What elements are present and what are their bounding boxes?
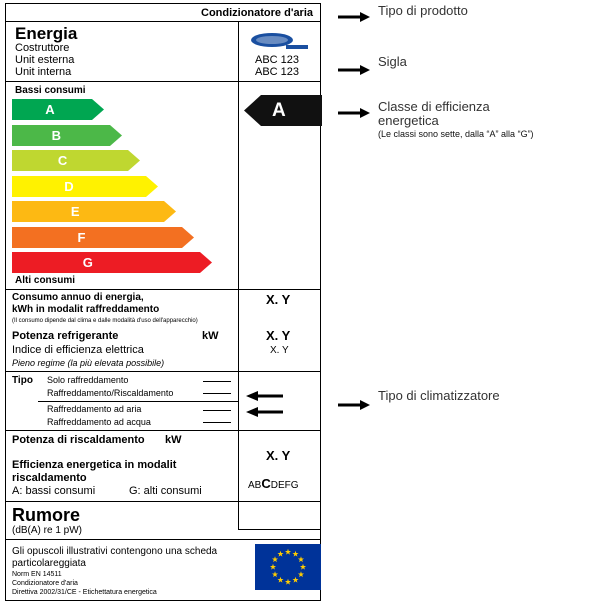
heating-power-value: X. Y <box>266 448 291 463</box>
noise-title: Rumore <box>12 505 81 525</box>
heating-class-c: C <box>261 476 271 491</box>
efficiency-class-bar-a <box>12 99 104 120</box>
annotation-product-type: Tipo di prodotto <box>378 3 468 18</box>
heating-class-e: E <box>277 480 285 491</box>
divider <box>238 529 321 530</box>
heating-power-unit: kW <box>165 434 182 446</box>
arrow-right-icon <box>338 105 370 115</box>
annual-consumption-note: (Il consumo dipende dal clima e dalle modalità d'uso dell'apparecchio) <box>12 318 198 324</box>
brand-logo <box>250 31 310 53</box>
cooling-power-value: X. Y <box>266 328 291 343</box>
efficiency-index-label: Indice di efficienza elettrica <box>12 344 144 356</box>
high-consumption-label: Alti consumi <box>15 275 76 286</box>
current-class-letter: A <box>272 100 286 121</box>
eu-flag-icon <box>255 544 321 590</box>
current-class-indicator <box>244 95 322 126</box>
footer-line-2: particolareggiata <box>12 558 86 569</box>
arrow-left-icon <box>246 388 283 398</box>
efficiency-class-letter: E <box>70 204 80 219</box>
noise-unit: (dB(A) re 1 pW) <box>12 525 83 536</box>
heating-power-label: Potenza di riscaldamento <box>12 434 145 446</box>
unit-indoor-label: Unit interna <box>15 66 72 78</box>
annual-consumption-label-2: kWh in modalit raffreddamento <box>12 304 160 315</box>
footer-directive: Direttiva 2002/31/CE - Etichettatura energetica <box>12 589 157 596</box>
divider <box>38 401 238 402</box>
footer-norm: Norm EN 14511 <box>12 571 62 578</box>
arrow-right-icon <box>338 397 370 407</box>
type-option-air-cooled: Raffreddamento ad aria <box>47 404 142 414</box>
checkbox-line <box>203 393 231 394</box>
annual-consumption-label: Consumo annuo di energia, <box>12 292 144 303</box>
label-header: Condizionatore d'aria <box>201 7 314 19</box>
heating-scale-low: A: bassi consumi <box>12 485 96 497</box>
divider <box>5 81 321 82</box>
divider <box>5 21 321 22</box>
checkbox-line <box>203 422 231 423</box>
heating-efficiency-classes <box>248 475 299 489</box>
cooling-power-unit: kW <box>202 330 219 342</box>
efficiency-class-bar-d <box>12 176 158 197</box>
heating-scale-high: G: alti consumi <box>129 485 202 497</box>
divider <box>5 430 321 431</box>
heating-efficiency-label: Efficienza energetica in modalit <box>12 459 177 471</box>
checkbox-line <box>203 410 231 411</box>
efficiency-class-letter: D <box>64 179 74 194</box>
heating-class-f: F <box>284 480 291 491</box>
efficiency-class-letter: G <box>82 255 93 270</box>
annotation-efficiency-note: (Le classi sono sette, dalla “A” alla “G”) <box>378 129 534 139</box>
arrow-right-icon <box>338 62 370 72</box>
divider <box>5 289 321 290</box>
heating-class-g: G <box>290 480 299 491</box>
annual-consumption-value: X. Y <box>266 292 291 307</box>
efficiency-class-letter: F <box>77 230 86 245</box>
annotation-efficiency-class: Classe di efficienza <box>378 99 490 114</box>
annotation-model-code: Sigla <box>378 54 407 69</box>
unit-outdoor-value: ABC 123 <box>255 54 300 66</box>
type-option-cooling-only: Solo raffreddamento <box>47 375 129 385</box>
divider <box>5 371 321 372</box>
efficiency-class-letter: B <box>51 128 61 143</box>
arrow-left-icon <box>246 404 283 414</box>
type-option-water-cooled: Raffreddamento ad acqua <box>47 417 151 427</box>
divider <box>5 501 321 502</box>
heating-class-b: B <box>254 480 262 491</box>
arrow-right-icon <box>338 9 370 19</box>
unit-indoor-value: ABC 123 <box>255 66 300 78</box>
efficiency-class-letter: C <box>57 153 68 168</box>
heating-class-a: A <box>248 480 255 491</box>
footer-line-1: Gli opuscoli illustrativi contengono una scheda <box>12 546 218 557</box>
annotation-conditioner-type: Tipo di climatizzatore <box>378 388 500 403</box>
energy-title: Energia <box>15 24 78 43</box>
efficiency-class-bar-b <box>12 125 122 146</box>
efficiency-class-letter: A <box>45 102 55 117</box>
column-divider <box>238 21 239 529</box>
efficiency-index-value: X. Y <box>270 345 289 356</box>
efficiency-index-note: Pieno regime (la più elevata possibile) <box>12 358 165 368</box>
footer-product: Condizionatore d'aria <box>12 580 78 587</box>
producer-label: Costruttore <box>15 42 70 54</box>
annotation-efficiency-class-2: energetica <box>378 113 439 128</box>
type-option-cooling-heating: Raffreddamento/Riscaldamento <box>47 388 174 398</box>
heating-efficiency-label-2: riscaldamento <box>12 472 87 484</box>
unit-outdoor-label: Unit esterna <box>15 54 75 66</box>
efficiency-class-bar-e <box>12 201 176 222</box>
type-label: Tipo <box>12 375 33 386</box>
checkbox-line <box>203 381 231 382</box>
heating-class-d: D <box>270 480 278 491</box>
divider <box>5 539 321 540</box>
cooling-power-label: Potenza refrigerante <box>12 330 119 342</box>
efficiency-class-bar-g <box>12 252 212 273</box>
efficiency-class-bar-f <box>12 227 194 248</box>
low-consumption-label: Bassi consumi <box>15 85 86 96</box>
efficiency-class-bar-c <box>12 150 140 171</box>
